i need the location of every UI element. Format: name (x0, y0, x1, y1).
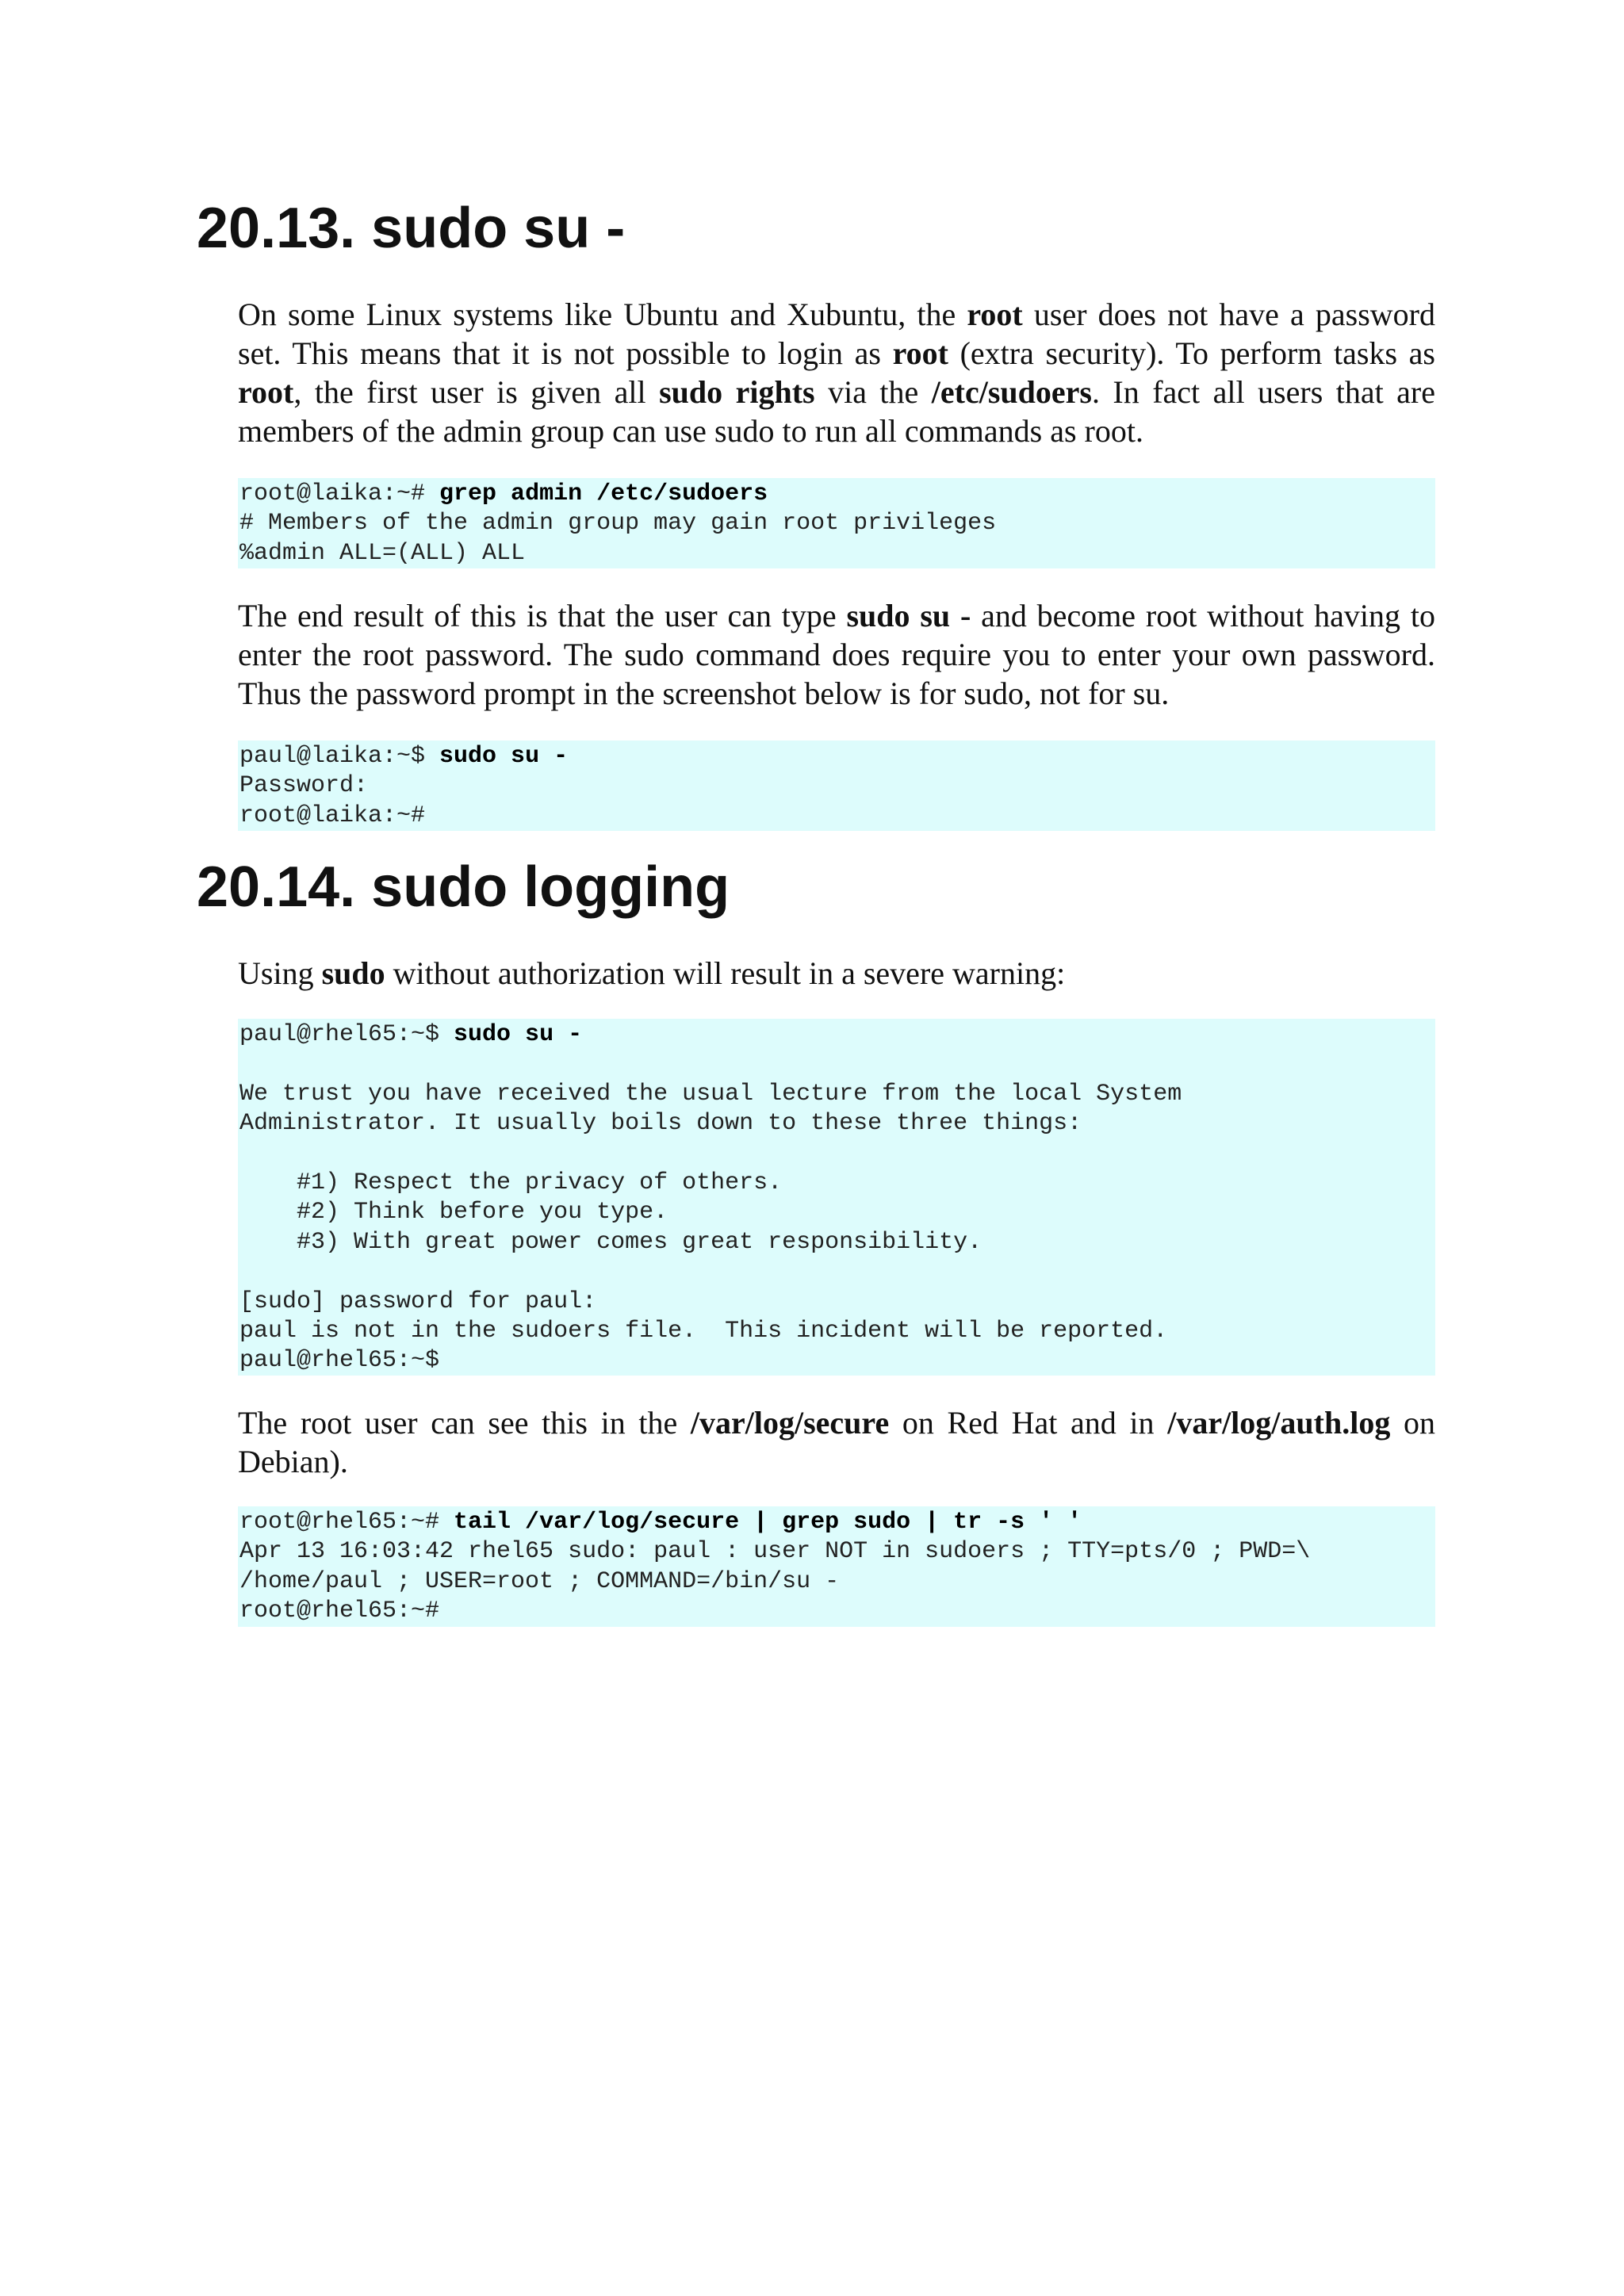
shell-command: tail /var/log/secure | grep sudo | tr -s ' ' (454, 1509, 1082, 1536)
shell-output: # Members of the admin group may gain root privileges (239, 510, 997, 538)
shell-output: We trust you have received the usual lecture from the local System (239, 1080, 1182, 1108)
code-line (239, 1597, 1434, 1626)
code-line (239, 771, 1434, 801)
text-run: On some Linux systems like Ubuntu and Xubuntu, the (238, 297, 967, 332)
code-line (239, 1020, 1434, 1050)
shell-output: [sudo] password for paul: (239, 1288, 597, 1315)
shell-output: Password: (239, 772, 369, 800)
code-line (239, 1050, 1434, 1079)
paragraph (238, 295, 1435, 450)
shell-output: root@laika:~# (239, 802, 426, 829)
code-line (239, 1198, 1434, 1227)
text-run: without authorization will result in a severe warning: (385, 955, 1066, 991)
shell-prompt: paul@laika:~$ (239, 743, 440, 770)
text-run: and become root without having to enter the root password. The sudo command does require you to enter your own password. Thus the password prompt in the screenshot below is for sudo, not for su. (238, 598, 1435, 711)
code-line (239, 1537, 1434, 1567)
text-run: The root user can see this in the (238, 1405, 691, 1441)
bold-term: root (967, 297, 1023, 332)
code-line (239, 1169, 1434, 1198)
shell-output: %admin ALL=(ALL) ALL (239, 539, 526, 567)
code-line (239, 802, 1434, 831)
code-line (239, 1508, 1434, 1537)
paragraph (238, 954, 1435, 993)
code-block (238, 1019, 1435, 1376)
code-block (238, 740, 1435, 831)
bold-term: root (892, 335, 948, 371)
paragraph (238, 1403, 1435, 1481)
bold-term: /etc/sudoers (931, 374, 1092, 410)
code-line (239, 1317, 1434, 1346)
bold-term: /var/log/secure (690, 1405, 890, 1441)
code-line (239, 480, 1434, 509)
text-run: via the (814, 374, 932, 410)
code-line (239, 1139, 1434, 1169)
code-line (239, 1109, 1434, 1138)
shell-output: /home/paul ; USER=root ; COMMAND=/bin/su - (239, 1567, 840, 1595)
section-heading: 20.14. sudo logging (197, 855, 730, 919)
text-run: . In fact all users that are members of the admin group can use sudo to run all commands as root. (238, 374, 1436, 449)
shell-command: sudo su - (439, 743, 569, 770)
bold-term: sudo rights (659, 374, 815, 410)
shell-command: sudo su - (454, 1021, 583, 1048)
bold-term: root (238, 374, 294, 410)
code-line (239, 742, 1434, 771)
shell-prompt: root@laika:~# (239, 480, 440, 507)
text-run: Using (238, 955, 322, 991)
paragraph (238, 596, 1435, 713)
shell-output: #2) Think before you type. (239, 1199, 668, 1226)
text-run: , the first user is given all (293, 374, 660, 410)
shell-output: paul@rhel65:~$ (239, 1347, 440, 1375)
text-run: on Red Hat and in (889, 1405, 1168, 1441)
section-heading: 20.13. sudo su - (197, 197, 626, 260)
shell-output: Apr 13 16:03:42 rhel65 sudo: paul : user NOT in sudoers ; TTY=pts/0 ; PWD=\ (239, 1538, 1311, 1566)
code-line (239, 1567, 1434, 1597)
shell-command: grep admin /etc/sudoers (439, 480, 768, 507)
code-block (238, 478, 1435, 568)
shell-prompt: root@rhel65:~# (239, 1509, 454, 1536)
shell-output: paul is not in the sudoers file. This incident will be reported. (239, 1318, 1168, 1345)
shell-output: root@rhel65:~# (239, 1598, 440, 1625)
shell-output: #3) With great power comes great responsibility. (239, 1228, 982, 1256)
code-line (239, 1080, 1434, 1109)
text-run: (extra security). To perform tasks as (948, 335, 1435, 371)
text-run: The end result of this is that the user can type (238, 598, 847, 633)
code-line (239, 1288, 1434, 1317)
code-line (239, 1228, 1434, 1257)
text-run: on Debian). (238, 1405, 1436, 1479)
shell-prompt: paul@rhel65:~$ (239, 1021, 454, 1048)
shell-output: #1) Respect the privacy of others. (239, 1169, 783, 1196)
code-block (238, 1506, 1435, 1627)
code-line (239, 1257, 1434, 1287)
code-line (239, 509, 1434, 538)
code-line (239, 539, 1434, 568)
text-run: user does not have a password set. This means that it is not possible to login as (238, 297, 1435, 371)
shell-output: Administrator. It usually boils down to these three things: (239, 1110, 1082, 1138)
bold-term: /var/log/auth.log (1167, 1405, 1391, 1441)
bold-term: sudo (321, 955, 385, 991)
bold-term: sudo su - (846, 598, 971, 633)
code-line (239, 1346, 1434, 1376)
